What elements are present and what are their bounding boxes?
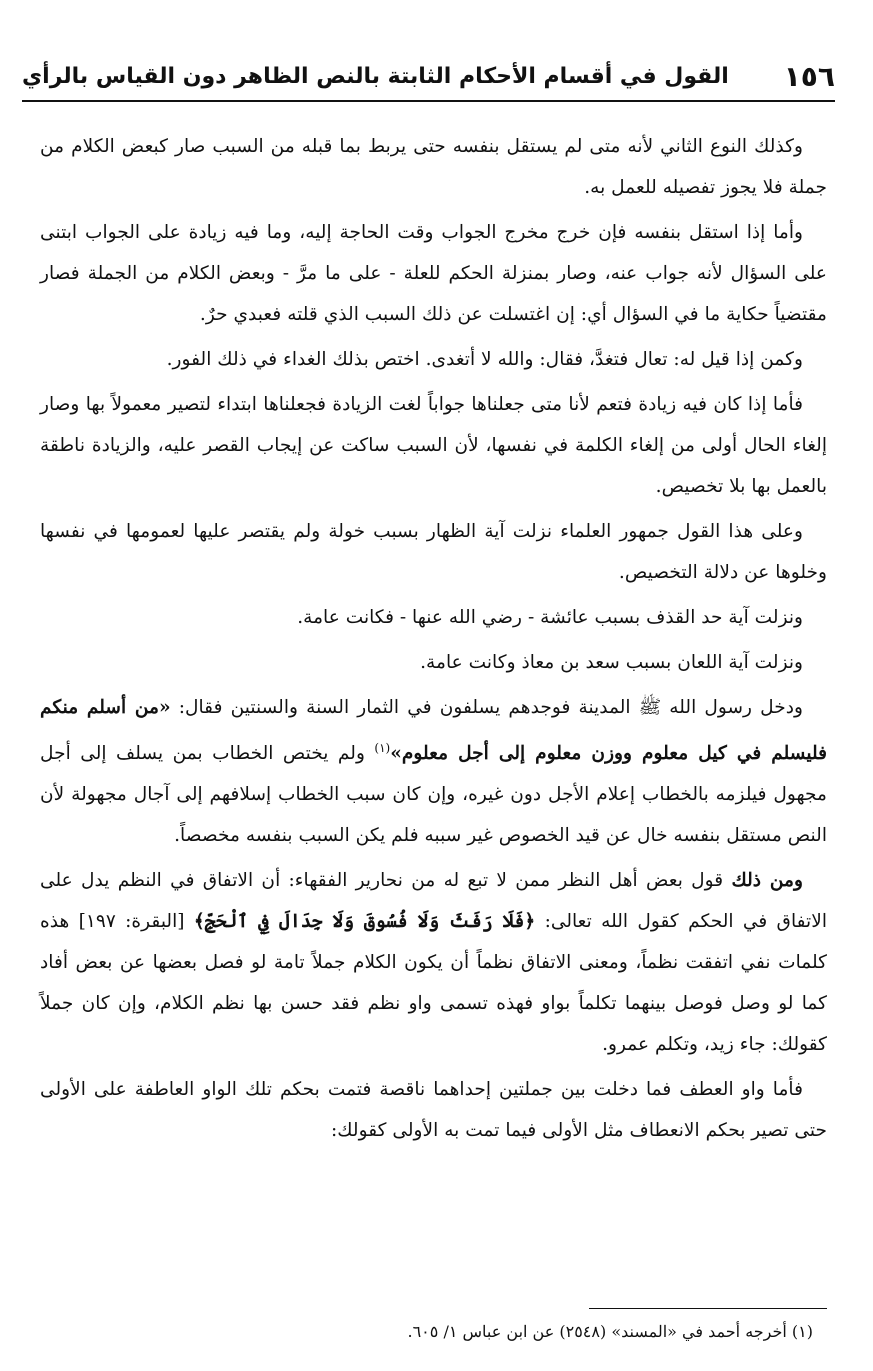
paragraph: ونزلت آية اللعان بسبب سعد بن معاذ وكانت عامة. (420, 652, 803, 673)
page-header (22, 52, 835, 102)
running-title: القول في أقسام الأحكام الثابتة بالنص الظاهر دون القياس بالرأي (22, 63, 729, 89)
footnote-ref[interactable]: (١) (374, 741, 391, 755)
footnote-divider (589, 1308, 827, 1309)
paragraph: فأما إذا كان فيه زيادة فتعم لأنا متى جعلناها جواباً لغت الزيادة فجعلناها ابتداء لتصير معمولاً بها وصار إلغاء الحال أولى من إلغاء الكلمة في نفسها، لأن السبب ساكت عن إيجاب القصر عليه، والزيادة ناطقة بالعمل بها بلا تخصيص. (40, 394, 827, 497)
paragraph-hadith (40, 687, 827, 856)
body-text (40, 126, 827, 1155)
paragraph: وعلى هذا القول جمهور العلماء نزلت آية الظهار بسبب خولة ولم يقتصر عليها لعمومها في نفسها وخلوها عن دلالة التخصيص. (40, 521, 827, 583)
hadith-text: «من أسلم منكم فليسلم في كيل معلوم ووزن معلوم إلى أجل معلوم» (40, 697, 828, 765)
quran-commentary: [البقرة: ١٩٧] هذه كلمات نفي اتفقت نظماً، ومعنى الاتفاق نظماً أن يكون الكلام جملاً تامة لو فصل بعضها عن بعض أفاد كما لو وصل فوصل بينهما تكلماً بواو فهذه تسمى واو نظم فقد حسن بها نظم الكلام، وإن كان جملاً كقولك: جاء زيد، وتكلم عمرو. (40, 911, 827, 1056)
quran-intro: قول بعض أهل النظر ممن لا تبع له من نحارير الفقهاء: أن الاتفاق في النظم يدل على الاتفاق في الحكم كقول الله تعالى: (40, 870, 827, 933)
paragraph: فأما واو العطف فما دخلت بين جملتين إحداهما ناقصة فتمت بحكم تلك الواو العاطفة على الأولى حتى تصير بحكم الانعطاف مثل الأولى فيما تمت به الأولى كقولك: (40, 1079, 827, 1142)
paragraph: وأما إذا استقل بنفسه فإن خرج مخرج الجواب وقت الحاجة إليه، وما فيه زيادة على الجواب ابتنى على السؤال لأنه جواب عنه، وصار بمنزلة الحكم للعلة - على ما مرَّ - وبعض الكلام من الجملة فصار مقتضياً حكاية ما في السؤال أي: إن اغتسلت عن ذلك السبب الذي قلته فعبدي حرٌ. (40, 222, 827, 325)
paragraph-quran (40, 860, 827, 1065)
hadith-intro: ودخل رسول الله ﷺ المدينة فوجدهم يسلفون في الثمار السنة والسنتين فقال: (170, 697, 804, 718)
paragraph: وكذلك النوع الثاني لأنه متى لم يستقل بنفسه حتى يربط بما قبله من السبب صار كبعض الكلام من جملة فلا يجوز تفصيله للعمل به. (40, 136, 827, 198)
paragraph-lead: ومن ذلك (731, 870, 803, 892)
hadith-commentary: ولم يختص الخطاب بمن يسلف إلى أجل مجهول فيلزمه بالخطاب إعلام الأجل دون غيره، وإن كان سبب الخطاب إسلافهم إلى آجال مجهولة لأن النص مستقل بنفسه خال عن قيد الخصوص غير سببه فلم يكن السبب بنفسه مخصصاً. (40, 743, 827, 847)
paragraph: وكمن إذا قيل له: تعال فتغدَّ، فقال: والله لا أتغدى. اختص بذلك الغداء في ذلك الفور. (166, 349, 803, 370)
page-number: ١٥٦ (783, 59, 835, 93)
quran-verse: ﴿فَلَا رَفَثَ وَلَا فُسُوقَ وَلَا جِدَالَ فِي ٱلْحَجِّ﴾ (193, 911, 536, 933)
paragraph: ونزلت آية حد القذف بسبب عائشة - رضي الله عنها - فكانت عامة. (297, 607, 803, 628)
footnote: (١) أخرجه أحمد في «المسند» (٢٥٤٨) عن ابن عباس ١/ ٦٠٥. (407, 1322, 813, 1341)
